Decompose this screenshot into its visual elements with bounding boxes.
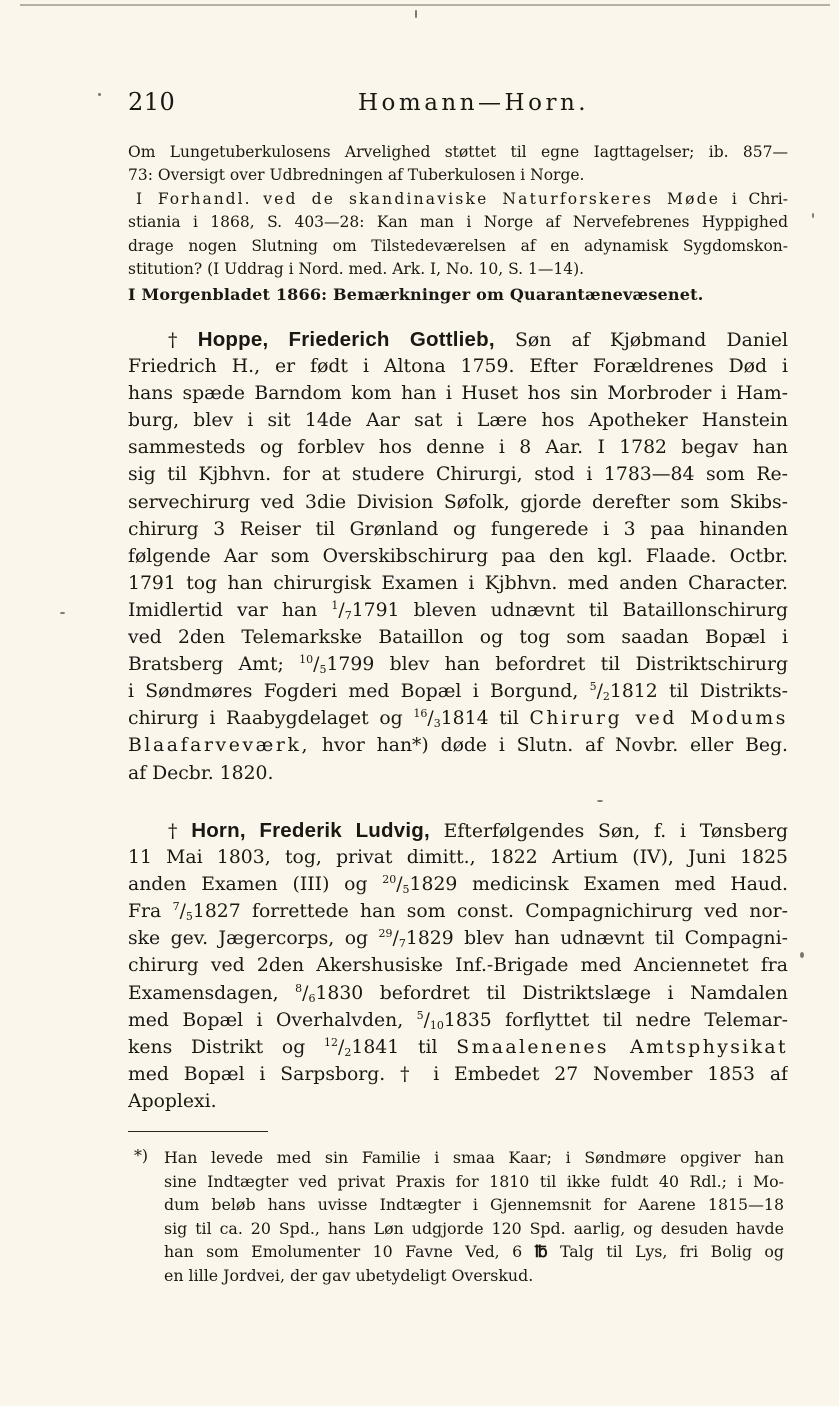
bibliography-ref: I Forhandl. xyxy=(136,189,252,208)
date-day: 5 xyxy=(589,680,597,694)
entry-name: Horn, Frederik Ludvig, xyxy=(191,819,430,842)
entry-line: hans spæde Barndom kom han i Huset hos sin Morbroder i Ham- xyxy=(128,383,788,405)
date-fraction: $^{10}/_51799$ xyxy=(299,653,375,677)
entry-line xyxy=(128,1007,788,1034)
date-month: 7 xyxy=(398,937,406,951)
entry-horn xyxy=(128,817,788,1115)
date-year: 1841 xyxy=(351,1036,400,1058)
footnote-marker: *) xyxy=(134,1146,149,1165)
date-fraction: $^{16}/_31814$ xyxy=(413,707,489,731)
bibliography-line: Om Lungetuberkulosens Arvelighed støttet til egne Iagttagelser; ib. 857— xyxy=(128,143,788,161)
date-fraction: $^8/_61830$ xyxy=(295,981,364,1005)
date-month: 2 xyxy=(602,690,610,704)
entry-line: sammesteds og forblev hos denne i 8 Aar. I 1782 begav han xyxy=(128,437,788,459)
footnote-rule xyxy=(128,1131,268,1132)
page-header xyxy=(128,88,788,122)
entry-text: anden Examen (III) og xyxy=(128,874,368,896)
entry-line: chirurg ved 2den Akershusiske Inf.-Brigade med Anciennetet fra xyxy=(128,955,788,977)
entry-line: 1791 tog han chirurgisk Examen i Kjbhvn. med anden Character. xyxy=(128,572,788,594)
date-fraction: $^7/_51827$ xyxy=(172,900,241,924)
entry-text: forflyttet til nedre Telemar- xyxy=(505,1009,788,1031)
footnote xyxy=(134,1146,784,1288)
entry-text: i Søndmøres Fogderi med Bopæl i Borgund, xyxy=(128,681,579,703)
entry-line xyxy=(128,678,788,705)
entry-text: Examensdagen, xyxy=(128,982,279,1004)
entry-text: bleven udnævnt til Bataillonschirurg xyxy=(413,599,788,621)
paper-speck xyxy=(98,93,101,96)
entry-text: Fra xyxy=(128,901,162,923)
entry-line xyxy=(128,326,788,353)
entry-text: Imidlertid var han xyxy=(128,599,318,621)
date-day: 20 xyxy=(382,873,397,887)
paper-speck xyxy=(812,213,814,218)
date-year: 1814 xyxy=(440,708,489,730)
date-fraction: $^{20}/_51829$ xyxy=(382,873,458,897)
place-name-spaced: Chirurg ved Modums xyxy=(529,708,788,730)
date-fraction: $^{29}/_71829$ xyxy=(378,927,454,951)
paper-speck xyxy=(597,800,603,802)
bibliography-line xyxy=(128,188,788,211)
bibliography-line: 73: Oversigt over Udbredningen af Tuberkulosen i Norge. xyxy=(128,166,585,185)
date-year: 1812 xyxy=(609,681,658,703)
bibliography-line-morgenbladet: I Morgenbladet 1866: Bemærkninger om Quarantænevæsenet. xyxy=(128,285,704,305)
entry-line xyxy=(128,925,788,952)
entry-line: Apoplexi. xyxy=(128,1090,217,1112)
entry-line xyxy=(128,1034,788,1061)
date-month: 7 xyxy=(344,608,352,622)
entry-text: hvor han*) døde i Slutn. af Novbr. eller Beg. xyxy=(321,735,788,757)
entry-text: Bratsberg Amt; xyxy=(128,654,284,676)
entry-text: chirurg i Raabygdelaget og xyxy=(128,708,403,730)
entry-line: burg, blev i sit 14de Aar sat i Lære hos Apotheker Hanstein xyxy=(128,410,788,432)
date-day: 7 xyxy=(172,900,180,914)
place-name-spaced: Blaafarveværk, xyxy=(128,735,311,757)
bibliography-line: drage nogen Slutning om Tilstedeværelsen af en adynamisk Sygdomskon- xyxy=(128,236,788,255)
footnote-line: en lille Jordvei, der gav ubetydeligt Overskud. xyxy=(164,1265,534,1285)
date-year: 1835 xyxy=(443,1009,492,1031)
cross-symbol: † xyxy=(168,821,186,842)
date-day: 1 xyxy=(331,598,339,612)
entry-text: Efterfølgendes Søn, f. i Tønsberg xyxy=(443,821,788,842)
entry-line xyxy=(128,732,788,759)
entry-line xyxy=(128,597,788,624)
entry-line: Friedrich H., er født i Altona 1759. Efter Forældrenes Død i xyxy=(128,356,788,378)
date-month: 5 xyxy=(185,910,193,924)
entry-text: medicinsk Examen med Haud. xyxy=(472,874,788,896)
date-year: 1791 xyxy=(351,599,400,621)
bibliography-block xyxy=(128,141,788,306)
footnote-text: han som Emolumenter 10 Favne Ved, 6 xyxy=(164,1242,523,1262)
date-fraction: $^5/_21812$ xyxy=(589,680,658,704)
date-month: 5 xyxy=(402,883,410,897)
bibliography-line: stiania i 1868, S. 403—28: Kan man i Norge af Nervefebrenes Hyppighed xyxy=(128,213,788,232)
entry-line: ved 2den Telemarkske Bataillon og tog som saadan Bopæl i xyxy=(128,627,788,649)
entry-line: 11 Mai 1803, tog, privat dimitt., 1822 Artium (IV), Juni 1825 xyxy=(128,847,788,869)
entry-line: følgende Aar som Overskibschirurg paa den kgl. Flaade. Octbr. xyxy=(128,545,788,567)
cross-symbol: † xyxy=(168,330,192,351)
entry-name: Hoppe, Friederich Gottlieb, xyxy=(197,328,495,351)
date-fraction: $^1/_71791$ xyxy=(331,598,400,622)
date-year: 1829 xyxy=(405,928,454,950)
date-year: 1830 xyxy=(315,982,364,1004)
date-day: 10 xyxy=(299,653,314,667)
entry-text: med Bopæl i Overhalvden, xyxy=(128,1009,404,1031)
entry-text: blev han udnævnt til Compagni- xyxy=(464,928,788,950)
entry-line xyxy=(128,980,788,1007)
entry-text: ske gev. Jægercorps, og xyxy=(128,928,369,950)
date-day: 8 xyxy=(295,981,303,995)
entry-line xyxy=(128,871,788,898)
bibliography-ref-end: i Chri- xyxy=(731,189,788,208)
entry-line: servechirurg ved 3die Division Søfolk, gjorde derefter som Skibs- xyxy=(128,491,788,513)
date-year: 1799 xyxy=(326,654,375,676)
page-number: 210 xyxy=(128,88,176,116)
entry-text: forrettede han som const. Compagnichirurg ved nor- xyxy=(252,901,788,923)
paper-speck xyxy=(800,952,804,958)
running-title: Homann—Horn. xyxy=(358,90,590,116)
date-year: 1827 xyxy=(192,901,241,923)
date-day: 12 xyxy=(324,1035,339,1049)
entry-line xyxy=(128,651,788,678)
office-name-spaced: Smaalenenes Amtsphysikat xyxy=(456,1036,788,1058)
page-edge-line xyxy=(20,4,830,6)
footnote-line: sine Indtægter ved privat Praxis for 1810 til ikke fuldt 40 Rdl.; i Mo- xyxy=(164,1171,784,1191)
date-fraction: $^5/_{10}1835$ xyxy=(416,1008,492,1032)
entry-text: befordret til Distriktslæge i Namdalen xyxy=(379,982,788,1004)
entry-line: chirurg 3 Reiser til Grønland og fungerede i 3 paa hinanden xyxy=(128,518,788,540)
entry-text: til xyxy=(417,1036,438,1058)
date-fraction: $^{12}/_21841$ xyxy=(324,1035,400,1059)
entry-text: Søn af Kjøbmand Daniel xyxy=(515,330,788,351)
congress-title: ved de skandinaviske Naturforskeres Møde xyxy=(263,189,721,208)
entry-line: med Bopæl i Sarpsborg. † i Embedet 27 November 1853 af xyxy=(128,1063,788,1085)
footnote-line xyxy=(164,1240,784,1264)
entry-line xyxy=(128,705,788,732)
entry-hoppe xyxy=(128,326,788,787)
footnote-line: Han levede med sin Familie i smaa Kaar; i Søndmøre opgiver han xyxy=(164,1148,784,1167)
footnote-line: dum beløb hans uvisse Indtægter i Gjennemsnit for Aarene 1815—18 xyxy=(164,1195,784,1215)
date-day: 16 xyxy=(413,707,428,721)
date-year: 1829 xyxy=(409,874,458,896)
paper-speck xyxy=(415,10,417,18)
date-month: 2 xyxy=(344,1045,352,1059)
entry-text: blev han befordret til Distriktschirurg xyxy=(389,654,788,676)
date-day: 29 xyxy=(378,927,393,941)
entry-line xyxy=(128,817,788,844)
paper-speck xyxy=(60,612,65,614)
date-month: 10 xyxy=(429,1018,444,1032)
entry-line xyxy=(128,898,788,925)
entry-line: af Decbr. 1820. xyxy=(128,762,274,784)
footnote-text: Talg til Lys, fri Bolig og xyxy=(559,1242,784,1262)
entry-text: kens Distrikt og xyxy=(128,1036,306,1058)
date-day: 5 xyxy=(416,1008,424,1022)
entry-text: til xyxy=(499,708,519,730)
pound-weight-symbol: ℔ xyxy=(534,1242,548,1262)
date-month: 5 xyxy=(319,663,327,677)
date-month: 3 xyxy=(433,717,441,731)
entry-text: til Distrikts- xyxy=(668,681,788,703)
entry-line: sig til Kjbhvn. for at studere Chirurgi, stod i 1783—84 som Re- xyxy=(128,464,788,486)
bibliography-line: stitution? (I Uddrag i Nord. med. Ark. I, No. 10, S. 1—14). xyxy=(128,259,585,278)
footnote-line: sig til ca. 20 Spd., hans Løn udgjorde 120 Spd. aarlig, og desuden havde xyxy=(164,1218,784,1238)
date-month: 6 xyxy=(308,991,316,1005)
